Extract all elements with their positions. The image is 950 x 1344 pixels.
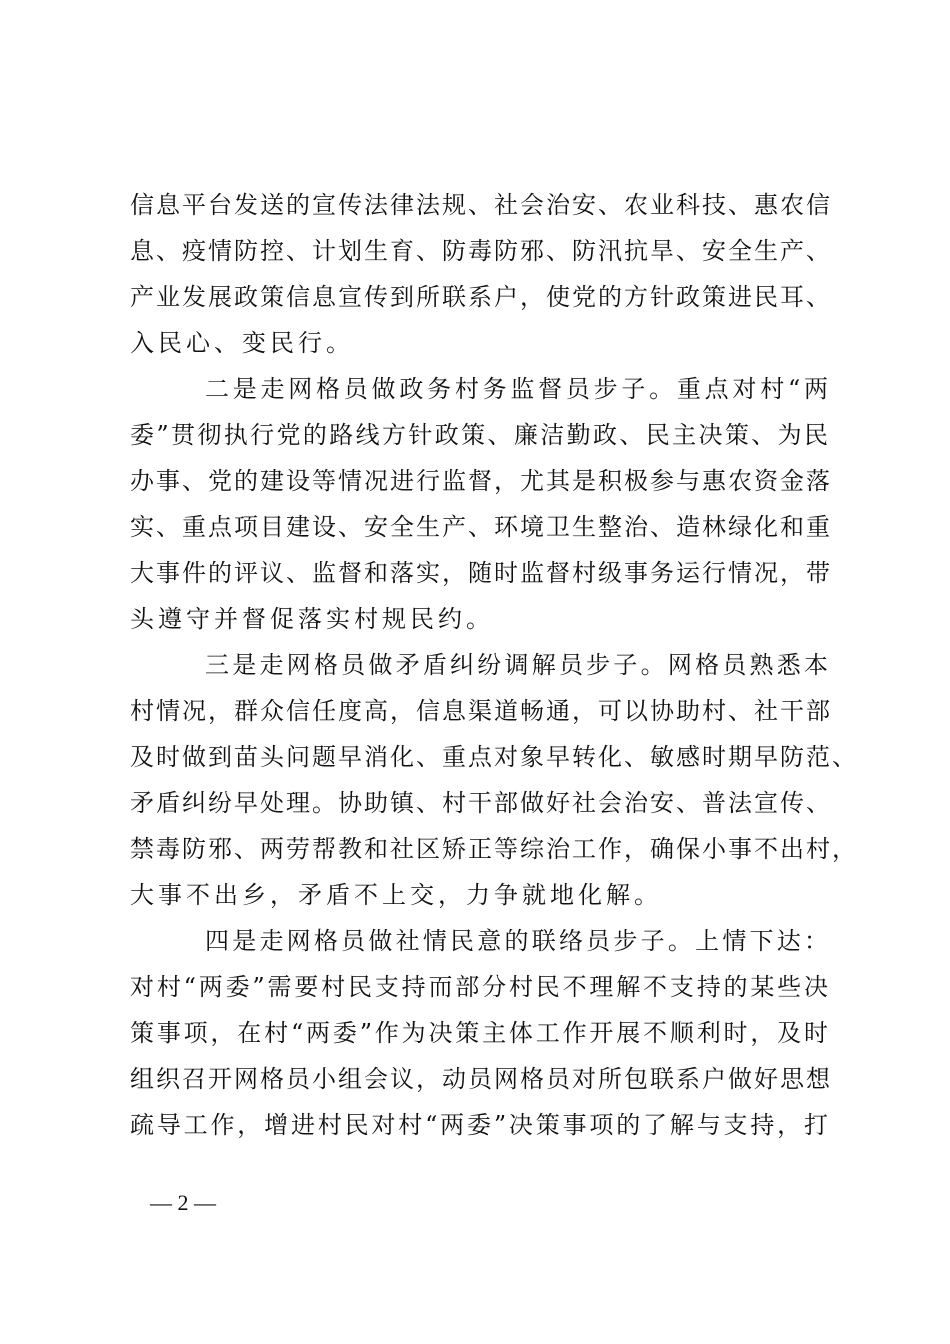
text-line: 大事不出乡，矛盾不上交，力争就地化解。 <box>130 881 662 909</box>
text-line: 委”贯彻执行党的路线方针政策、廉洁勤政、民主决策、为民 <box>130 421 830 449</box>
document-body <box>130 182 858 1148</box>
text-line: 疏导工作，增进村民对村“两委”决策事项的了解与支持，打 <box>130 1111 830 1139</box>
page-number: — 2 — <box>150 1190 216 1215</box>
text-line: 二是走网格员做政务村务监督员步子。重点对村“两 <box>205 375 830 403</box>
text-line: 信息平台发送的宣传法律法规、社会治安、农业科技、惠农信 <box>130 191 832 219</box>
text-line: 办事、党的建设等情况进行监督，尤其是积极参与惠农资金落 <box>130 467 832 495</box>
text-line: 实、重点项目建设、安全生产、环境卫生整治、造林绿化和重 <box>130 513 832 541</box>
text-line: 产业发展政策信息宣传到所联系户，使党的方针政策进民耳、 <box>130 283 832 311</box>
text-line: 四是走网格员做社情民意的联络员步子。上情下达： <box>205 927 830 955</box>
text-line: 策事项，在村“两委”作为决策主体工作开展不顺利时，及时 <box>130 1019 830 1047</box>
text-line: 入民心、变民行。 <box>130 329 354 357</box>
text-line: 村情况，群众信任度高，信息渠道畅通，可以协助村、社干部 <box>130 697 832 725</box>
text-line: 矛盾纠纷早处理。协助镇、村干部做好社会治安、普法宣传、 <box>130 789 832 817</box>
text-line: 息、疫情防控、计划生育、防毒防邪、防汛抗旱、安全生产、 <box>130 237 832 265</box>
text-line: 及时做到苗头问题早消化、重点对象早转化、敏感时期早防范、 <box>130 743 858 771</box>
text-line: 对村“两委”需要村民支持而部分村民不理解不支持的某些决 <box>130 973 830 1001</box>
text-line: 大事件的评议、监督和落实，随时监督村级事务运行情况，带 <box>130 559 832 587</box>
text-line: 组织召开网格员小组会议，动员网格员对所包联系户做好思想 <box>130 1065 832 1093</box>
text-line: 头遵守并督促落实村规民约。 <box>130 605 494 633</box>
text-line: 三是走网格员做矛盾纠纷调解员步子。网格员熟悉本 <box>205 651 830 679</box>
text-line: 禁毒防邪、两劳帮教和社区矫正等综治工作，确保小事不出村， <box>130 835 858 863</box>
